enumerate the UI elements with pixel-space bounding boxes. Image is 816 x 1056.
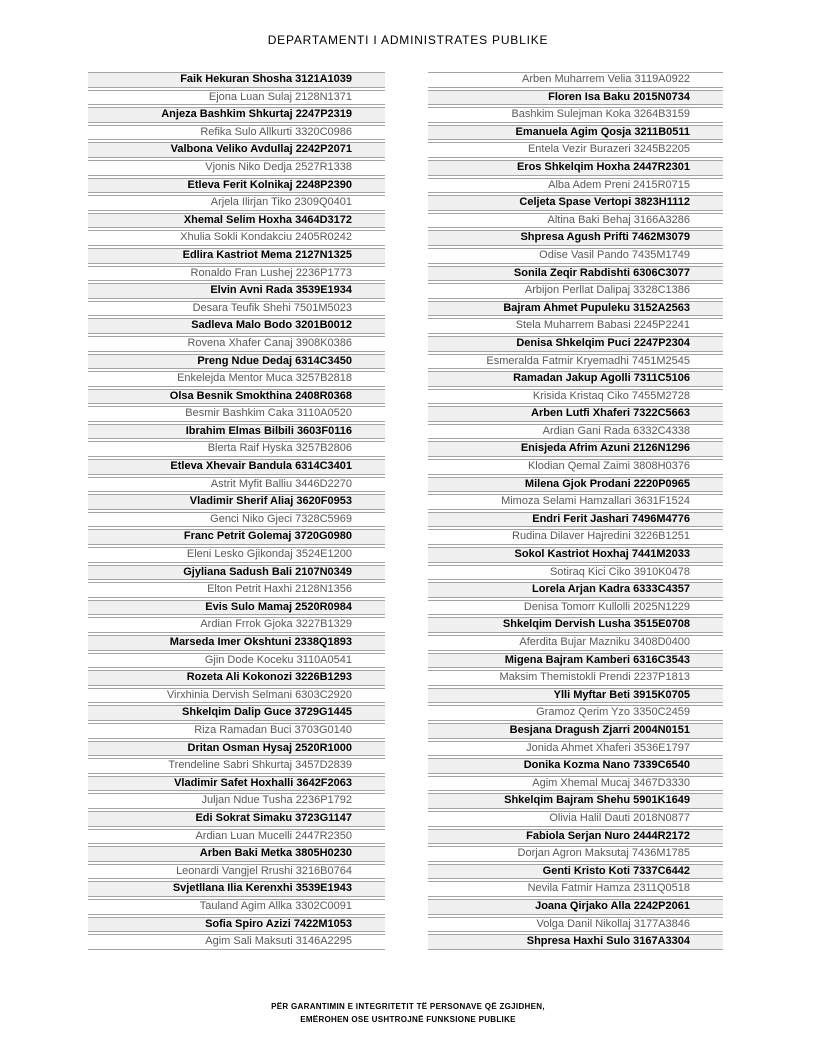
person-entry: Shkelqim Dervish Lusha 3515E0708 (502, 618, 690, 631)
list-item (88, 547, 385, 563)
person-entry: Elton Petrit Haxhi 2128N1356 (207, 583, 352, 596)
list-item (88, 336, 385, 352)
list-item (88, 864, 385, 880)
person-entry: Denisa Shkelqim Puci 2247P2304 (516, 336, 690, 349)
person-entry: Etleva Xhevair Bandula 6314C3401 (170, 460, 352, 473)
list-item (428, 318, 723, 334)
person-entry: Olivia Halil Dauti 2018N0877 (549, 811, 690, 824)
person-entry: Gjin Dode Koceku 3110A0541 (204, 653, 352, 666)
person-entry: Ronaldo Fran Lushej 2236P1773 (190, 266, 352, 279)
list-item (88, 829, 385, 845)
person-entry: Besjana Dragush Zjarri 2004N0151 (509, 723, 690, 736)
person-entry: Arjela Ilirjan Tiko 2309Q0401 (210, 196, 352, 209)
person-entry: Nevila Fatmir Hamza 2311Q0518 (527, 882, 690, 895)
person-entry: Arben Muharrem Velia 3119A0922 (522, 73, 690, 85)
list-item (88, 776, 385, 792)
person-entry: Gramoz Qerim Yzo 3350C2459 (536, 706, 690, 719)
list-item (428, 670, 723, 686)
list-item (88, 635, 385, 651)
list-item (428, 917, 723, 933)
person-entry: Entela Vezir Burazeri 3245B2205 (527, 143, 690, 156)
list-item (88, 529, 385, 545)
list-item (428, 266, 723, 282)
footer-line-2: EMËROHEN OSE USHTROJNË FUNKSIONE PUBLIKE (300, 1015, 516, 1024)
person-entry: Milena Gjok Prodani 2220P0965 (524, 477, 690, 490)
list-item (428, 864, 723, 880)
person-entry: Celjeta Spase Vertopi 3823H1112 (519, 196, 690, 209)
person-entry: Fabiola Serjan Nuro 2444R2172 (526, 829, 690, 842)
list-item (428, 934, 723, 950)
person-entry: Volga Danil Nikollaj 3177A3846 (536, 917, 690, 930)
list-item (88, 459, 385, 475)
name-list-right-column (428, 72, 723, 952)
list-item (88, 160, 385, 176)
person-entry: Vladimir Sherif Aliaj 3620F0953 (189, 495, 352, 508)
person-entry: Edi Sokrat Simaku 3723G1147 (195, 811, 352, 824)
person-entry: Ardian Luan Mucelli 2447R2350 (195, 829, 352, 842)
person-entry: Sotiraq Kici Ciko 3910K0478 (549, 565, 690, 578)
person-entry: Eleni Lesko Gjikondaj 3524E1200 (186, 548, 352, 561)
person-entry: Blerta Raif Hyska 3257B2806 (207, 442, 352, 455)
list-item (428, 406, 723, 422)
person-entry: Agim Sali Maksuti 3146A2295 (205, 935, 352, 948)
list-item (88, 178, 385, 194)
list-item (428, 90, 723, 106)
person-entry: Lorela Arjan Kadra 6333C4357 (532, 583, 690, 596)
person-entry: Ardian Gani Rada 6332C4338 (542, 424, 690, 437)
person-entry: Vjonis Niko Dedja 2527R1338 (205, 160, 352, 173)
list-item (428, 741, 723, 757)
person-entry: Altina Baki Behaj 3166A3286 (547, 213, 690, 226)
person-entry: Bashkim Sulejman Koka 3264B3159 (511, 108, 690, 121)
person-entry: Migena Bajram Kamberi 6316C3543 (504, 653, 690, 666)
list-item (88, 248, 385, 264)
list-item (428, 248, 723, 264)
list-item (428, 354, 723, 370)
person-entry: Riza Ramadan Buci 3703G0140 (194, 723, 352, 736)
list-item (88, 688, 385, 704)
person-entry: Krisida Kristaq Ciko 7455M2728 (532, 389, 690, 402)
list-item (88, 125, 385, 141)
list-item (428, 512, 723, 528)
person-entry: Alba Adem Preni 2415R0715 (548, 178, 690, 191)
person-entry: Sokol Kastriot Hoxhaj 7441M2033 (514, 548, 690, 561)
person-entry: Ardian Frrok Gjoka 3227B1329 (200, 618, 352, 631)
list-item (88, 195, 385, 211)
list-item (428, 178, 723, 194)
person-entry: Shkelqim Bajram Shehu 5901K1649 (504, 794, 690, 807)
list-item (428, 72, 723, 88)
page-title: DEPARTAMENTI I ADMINISTRATES PUBLIKE (267, 33, 549, 47)
list-item (88, 934, 385, 950)
person-entry: Marseda Imer Okshtuni 2338Q1893 (169, 636, 352, 648)
name-list-left-column (88, 72, 385, 952)
person-entry: Maksim Themistokli Prendi 2237P1813 (499, 671, 690, 684)
list-item (428, 230, 723, 246)
list-item (88, 266, 385, 282)
person-entry: Edlira Kastriot Mema 2127N1325 (182, 248, 352, 261)
list-item (428, 107, 723, 123)
person-entry: Bajram Ahmet Pupuleku 3152A2563 (503, 301, 690, 314)
person-entry: Shpresa Agush Prifti 7462M3079 (520, 231, 690, 244)
list-item (428, 829, 723, 845)
list-item (428, 846, 723, 862)
person-entry: Klodian Qemal Zaimi 3808H0376 (527, 460, 690, 473)
person-entry: Enisjeda Afrim Azuni 2126N1296 (520, 442, 690, 455)
list-item (428, 635, 723, 651)
person-entry: Tauland Agim Allka 3302C0091 (199, 899, 352, 912)
list-item (88, 899, 385, 915)
list-item (428, 371, 723, 387)
list-item (428, 565, 723, 581)
person-entry: Endri Ferit Jashari 7496M4776 (532, 512, 690, 525)
person-entry: Sadleva Malo Bodo 3201B0012 (191, 319, 352, 332)
list-item (428, 283, 723, 299)
list-item (88, 741, 385, 757)
list-item (88, 653, 385, 669)
list-item (88, 494, 385, 510)
person-entry: Rozeta Ali Kokonozi 3226B1293 (186, 671, 352, 684)
person-entry: Anjeza Bashkim Shkurtaj 2247P2319 (161, 108, 352, 121)
list-item (88, 213, 385, 229)
list-item (88, 758, 385, 774)
list-item (428, 582, 723, 598)
person-entry: Svjetllana Ilia Kerenxhi 3539E1943 (172, 882, 352, 895)
list-item (88, 793, 385, 809)
list-item (428, 600, 723, 616)
list-item (428, 389, 723, 405)
list-item (88, 90, 385, 106)
list-item (428, 705, 723, 721)
list-item (428, 441, 723, 457)
person-entry: Dritan Osman Hysaj 2520R1000 (187, 741, 352, 754)
list-item (88, 565, 385, 581)
list-item (428, 142, 723, 158)
person-entry: Agim Xhemal Mucaj 3467D3330 (532, 776, 690, 789)
footer-note (0, 1000, 816, 1026)
list-item (428, 160, 723, 176)
list-item (428, 424, 723, 440)
list-item (88, 230, 385, 246)
list-item (88, 582, 385, 598)
person-entry: Arben Lutfi Xhaferi 7322C5663 (531, 407, 690, 420)
name-list-columns (88, 72, 723, 952)
person-entry: Aferdita Bujar Mazniku 3408D0400 (519, 636, 690, 648)
list-item (428, 494, 723, 510)
list-item (88, 301, 385, 317)
list-item (88, 811, 385, 827)
person-entry: Jonida Ahmet Xhaferi 3536E1797 (526, 741, 690, 754)
list-item (88, 318, 385, 334)
person-entry: Shpresa Haxhi Sulo 3167A3304 (526, 935, 690, 948)
person-entry: Esmeralda Fatmir Kryemadhi 7451M2545 (486, 354, 690, 367)
person-entry: Shkelqim Dalip Guce 3729G1445 (182, 706, 352, 719)
list-item (428, 758, 723, 774)
person-entry: Odise Vasil Pando 7435M1749 (539, 248, 690, 261)
list-item (88, 600, 385, 616)
person-entry: Virxhinia Dervish Selmani 6303C2920 (166, 688, 352, 701)
list-item (428, 811, 723, 827)
list-item (428, 213, 723, 229)
list-item (428, 899, 723, 915)
list-item (88, 389, 385, 405)
person-entry: Vladimir Safet Hoxhalli 3642F2063 (174, 776, 352, 789)
list-item (88, 107, 385, 123)
person-entry: Valbona Veliko Avdullaj 2242P2071 (170, 143, 352, 156)
person-entry: Elvin Avni Rada 3539E1934 (210, 284, 352, 297)
person-entry: Ylli Myftar Beti 3915K0705 (553, 688, 690, 701)
person-entry: Preng Ndue Dedaj 6314C3450 (197, 354, 352, 367)
list-item (88, 424, 385, 440)
person-entry: Franc Petrit Golemaj 3720G0980 (183, 530, 352, 543)
list-item (88, 670, 385, 686)
list-item (428, 477, 723, 493)
person-entry: Arben Baki Metka 3805H0230 (199, 847, 352, 860)
person-entry: Eros Shkelqim Hoxha 2447R2301 (516, 160, 690, 173)
person-entry: Sofia Spiro Azizi 7422M1053 (205, 917, 352, 930)
person-entry: Xhulia Sokli Kondakciu 2405R0242 (180, 231, 352, 244)
person-entry: Ramadan Jakup Agolli 7311C5106 (513, 372, 690, 385)
list-item (428, 723, 723, 739)
list-item (428, 195, 723, 211)
person-entry: Denisa Tomorr Kullolli 2025N1229 (523, 600, 690, 613)
list-item (428, 547, 723, 563)
list-item (428, 881, 723, 897)
list-item (428, 688, 723, 704)
person-entry: Refika Sulo Allkurti 3320C0986 (200, 125, 352, 138)
person-entry: Arbijon Perllat Dalipaj 3328C1386 (524, 284, 690, 297)
person-entry: Sonila Zeqir Rabdishti 6306C3077 (513, 266, 690, 279)
list-item (88, 881, 385, 897)
person-entry: Ibrahim Elmas Bilbili 3603F0116 (185, 424, 352, 437)
list-item (428, 125, 723, 141)
person-entry: Astrit Myfit Balliu 3446D2270 (210, 477, 352, 490)
person-entry: Faik Hekuran Shosha 3121A1039 (180, 73, 352, 85)
person-entry: Xhemal Selim Hoxha 3464D3172 (183, 213, 352, 226)
person-entry: Trendeline Sabri Shkurtaj 3457D2839 (168, 759, 352, 772)
list-item (88, 846, 385, 862)
person-entry: Ejona Luan Sulaj 2128N1371 (208, 90, 352, 103)
person-entry: Genti Kristo Koti 7337C6442 (542, 864, 690, 877)
list-item (428, 301, 723, 317)
person-entry: Genci Niko Gjeci 7328C5969 (210, 512, 352, 525)
list-item (88, 72, 385, 88)
list-item (88, 477, 385, 493)
list-item (88, 354, 385, 370)
list-item (88, 705, 385, 721)
list-item (88, 371, 385, 387)
list-item (88, 406, 385, 422)
person-entry: Joana Qirjako Alla 2242P2061 (535, 899, 690, 912)
person-entry: Floren Isa Baku 2015N0734 (548, 90, 690, 103)
list-item (88, 142, 385, 158)
person-entry: Juljan Ndue Tusha 2236P1792 (201, 794, 352, 807)
person-entry: Dorjan Agron Maksutaj 7436M1785 (517, 847, 690, 860)
list-item (88, 617, 385, 633)
list-item (428, 776, 723, 792)
list-item (428, 653, 723, 669)
person-entry: Leonardi Vangjel Rrushi 3216B0764 (176, 864, 352, 877)
person-entry: Gjyliana Sadush Bali 2107N0349 (183, 565, 352, 578)
footer-line-1: PËR GARANTIMIN E INTEGRITETIT TË PERSONAVE QË ZGJIDHEN, (271, 1002, 545, 1011)
person-entry: Besmir Bashkim Caka 3110A0520 (185, 407, 352, 420)
person-entry: Enkelejda Mentor Muca 3257B2818 (177, 372, 352, 385)
person-entry: Donika Kozma Nano 7339C6540 (523, 759, 690, 772)
person-entry: Evis Sulo Mamaj 2520R0984 (205, 600, 352, 613)
list-item (88, 441, 385, 457)
person-entry: Stela Muharrem Babasi 2245P2241 (515, 319, 690, 332)
list-item (88, 917, 385, 933)
person-entry: Desara Teufik Shehi 7501M5023 (192, 301, 352, 314)
list-item (428, 793, 723, 809)
person-entry: Mimoza Selami Hamzallari 3631F1524 (501, 495, 690, 508)
list-item (88, 512, 385, 528)
person-entry: Rovena Xhafer Canaj 3908K0386 (187, 336, 352, 349)
list-item (88, 723, 385, 739)
list-item (88, 283, 385, 299)
list-item (428, 529, 723, 545)
person-entry: Rudina Dilaver Hajredini 3226B1251 (512, 530, 690, 543)
list-item (428, 617, 723, 633)
person-entry: Olsa Besnik Smokthina 2408R0368 (169, 389, 352, 402)
list-item (428, 459, 723, 475)
person-entry: Emanuela Agim Qosja 3211B0511 (515, 125, 690, 138)
person-entry: Etleva Ferit Kolnikaj 2248P2390 (187, 178, 352, 191)
list-item (428, 336, 723, 352)
